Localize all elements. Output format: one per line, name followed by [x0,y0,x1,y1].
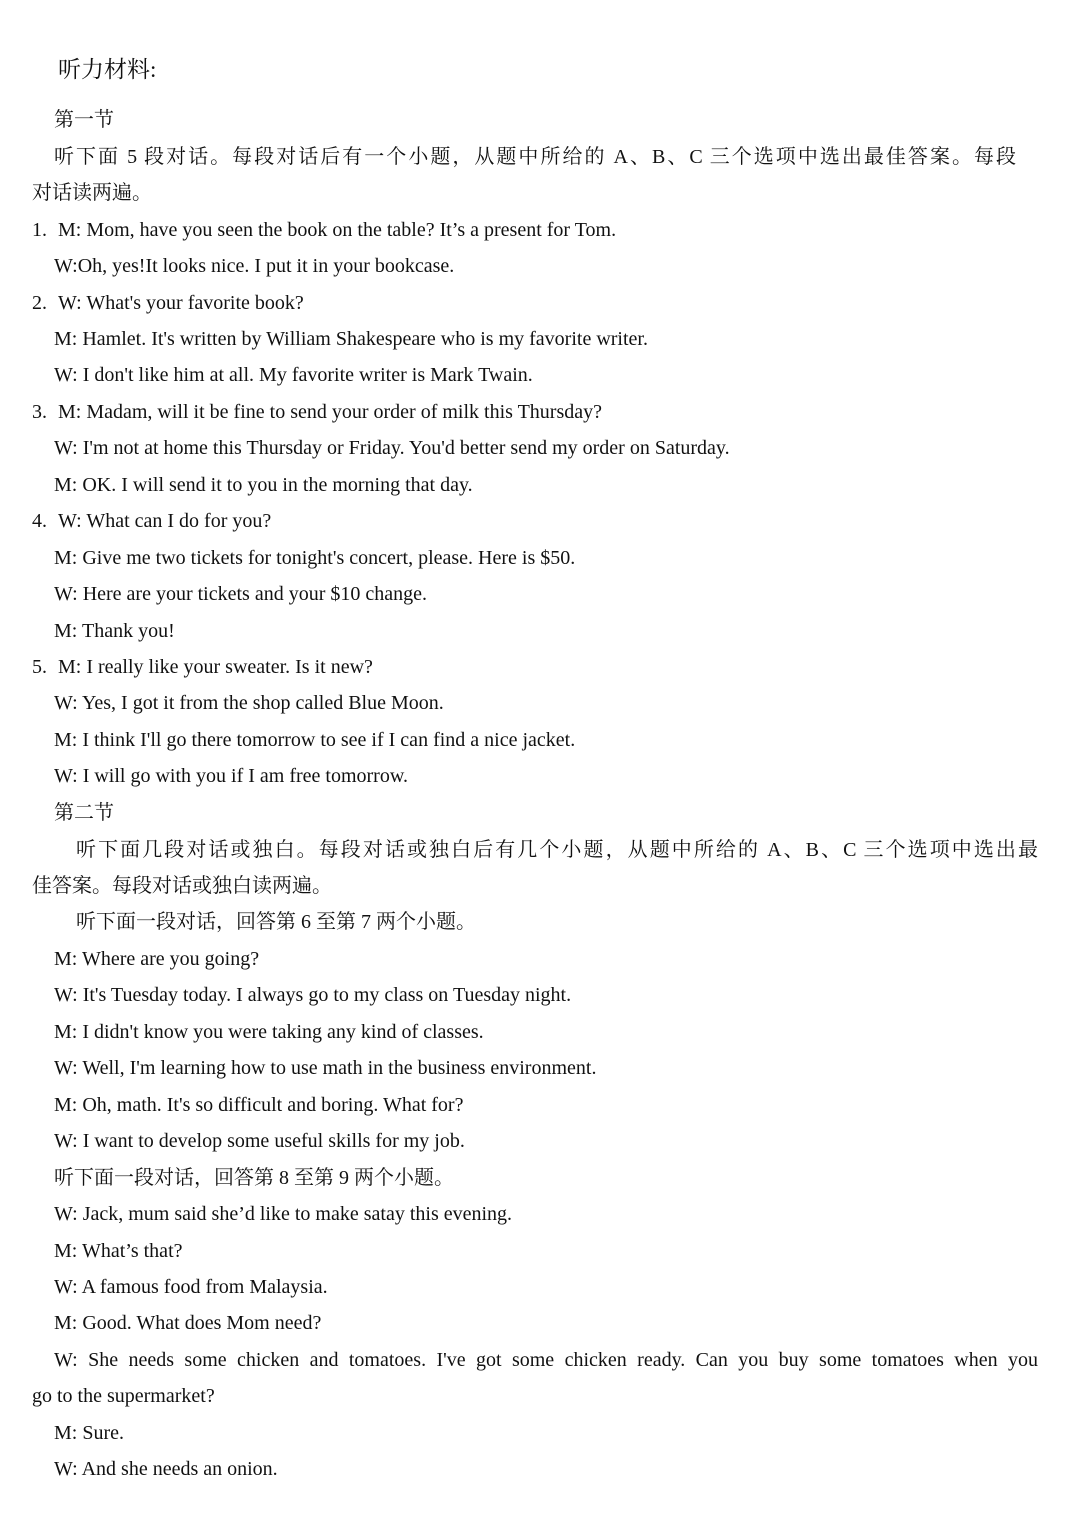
dialogue-5-line [32,653,373,681]
dialogue-5-line: M: I think I'll go there tomorrow to see if I can find a nice jacket. [54,729,576,751]
dialogue-2-line [32,289,304,317]
section1-heading: 第一节 [54,109,114,131]
question-number: 3. [32,401,47,423]
passage-2-line: W: She needs some chicken and tomatoes. I've got some chicken ready. Can you buy some tomatoes when you [54,1349,1038,1371]
question-number: 5. [32,656,47,678]
dialogue-5-line: W: I will go with you if I am free tomorrow. [54,765,408,787]
page-title: 听力材料: [58,57,157,82]
dialogue-text: M: Mom, have you seen the book on the table? It’s a present for Tom. [58,219,617,241]
passage-2-line: M: What’s that? [54,1240,183,1262]
dialogue-3-line [32,398,602,426]
passage-1-line: W: I want to develop some useful skills for my job. [54,1130,465,1152]
dialogue-1-line [32,216,616,244]
dialogue-5-line: W: Yes, I got it from the shop called Blue Moon. [54,692,444,714]
passage-1-line: M: Where are you going? [54,948,260,970]
dialogue-4-line: W: Here are your tickets and your $10 change. [54,583,427,605]
section1-instruction-cont: 对话读两遍。 [32,182,152,204]
dialogue-4-line [32,507,271,535]
passage-1-line: M: Oh, math. It's so difficult and boring. What for? [54,1094,464,1116]
dialogue-3-line: M: OK. I will send it to you in the morning that day. [54,474,473,496]
passage-2-line: M: Sure. [54,1422,124,1444]
section2-heading: 第二节 [54,802,114,824]
dialogue-2-line: W: I don't like him at all. My favorite writer is Mark Twain. [54,364,533,386]
passage-2-line: W: And she needs an onion. [54,1458,278,1480]
passage-2-intro: 听下面一段对话，回答第 8 至第 9 两个小题。 [54,1167,454,1189]
passage-2-line-cont: go to the supermarket? [32,1385,215,1407]
passage-2-line: W: A famous food from Malaysia. [54,1276,328,1298]
section1-instruction: 听下面 5 段对话。每段对话后有一个小题，从题中所给的 A、B、C 三个选项中选出最佳答案。每段 [54,146,1016,168]
passage-2-line: W: Jack, mum said she’d like to make satay this evening. [54,1203,513,1225]
dialogue-1-line: W:Oh, yes!It looks nice. I put it in your bookcase. [54,255,455,277]
dialogue-text: M: I really like your sweater. Is it new? [58,656,373,678]
passage-1-intro: 听下面一段对话，回答第 6 至第 7 两个小题。 [76,911,476,933]
question-number: 4. [32,510,47,532]
question-number: 2. [32,292,47,314]
passage-1-line: M: I didn't know you were taking any kind of classes. [54,1021,484,1043]
passage-1-line: W: Well, I'm learning how to use math in the business environment. [54,1057,597,1079]
question-number: 1. [32,219,47,241]
dialogue-4-line: M: Thank you! [54,620,175,642]
section2-instruction-cont: 佳答案。每段对话或独白读两遍。 [32,875,332,897]
dialogue-text: M: Madam, will it be fine to send your order of milk this Thursday? [58,401,602,423]
dialogue-text: W: What can I do for you? [58,510,272,532]
dialogue-2-line: M: Hamlet. It's written by William Shakespeare who is my favorite writer. [54,328,648,350]
passage-2-line: M: Good. What does Mom need? [54,1312,322,1334]
dialogue-text: W: What's your favorite book? [58,292,304,314]
dialogue-4-line: M: Give me two tickets for tonight's concert, please. Here is $50. [54,547,576,569]
dialogue-3-line: W: I'm not at home this Thursday or Friday. You'd better send my order on Saturday. [54,437,730,459]
passage-1-line: W: It's Tuesday today. I always go to my class on Tuesday night. [54,984,572,1006]
section2-instruction: 听下面几段对话或独白。每段对话或独白后有几个小题，从题中所给的 A、B、C 三个选项中选出最 [76,839,1038,861]
